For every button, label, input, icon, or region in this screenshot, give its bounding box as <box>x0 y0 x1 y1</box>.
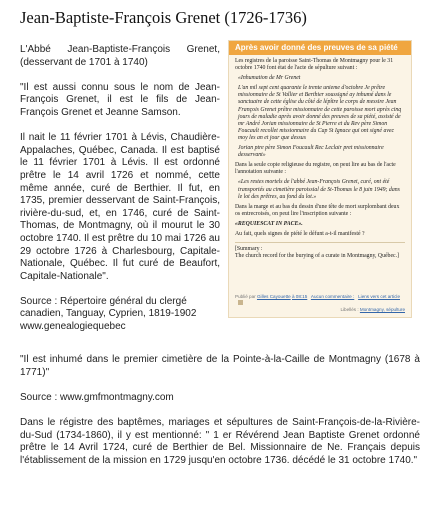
bio-parents: "Il est aussi connu sous le nom de Jean-François Grenet, il est le fils de Jean-François Grenet et Jeanne Samson. <box>20 81 220 118</box>
clipping-requiescat: «REQUIESCAT IN PACE». <box>235 220 303 227</box>
clipping-margin-intro: Dans la marge et au bas du dessin d'une tête de mort surplombant deux os entrecroisés, on peut lire l'inscription suivante : <box>235 203 400 217</box>
footer-comments-link: Aucun commentaire : <box>310 294 355 299</box>
clipping-annotation-quote: «Les restes mortels de l'abbé Jean-François Grenet, curé, ont été transportés au cimetière paroissial de St-Thomas le 8 juin 1949; dans le lot des prêtres, au fond du lot.» <box>238 179 400 200</box>
clipping-question: Au fait, quels signes de piété le défunt a-t-il manifesté ? <box>235 230 365 237</box>
bio-intro: L'Abbé Jean-Baptiste-François Grenet, (desservant de 1701 à 1740) <box>20 44 220 68</box>
footer-posted-by: Publié par <box>235 294 256 299</box>
clipping-footer <box>235 294 405 313</box>
footer-labels-label: Libellés : <box>340 307 359 312</box>
bio-career: Il nait le 11 février 1701 à Lévis, Chaudière-Appalaches, Québec, Canada. Il est baptisé le 11 février 1701 à Lévis. Il est ordonné prêtre le 14 avril 1726 et nommé, cette même année, curé de Berthier. Il fut, en 1735, premier desservant de Saint-François, rivière-du-sud, et, en 1746, curé de Saint-Thomas, de Montmagny, où il mourut le 30 octobre 1740. Il est prêtre du 10 mai 1726 au 29 octobre 1726 à Charlesbourg, Capitale-Nationale, Québec. Il fut curé de Beaufort, Capitale-Nationale". <box>20 132 220 282</box>
source-line-1: Source : Répertoire général du clergé <box>20 295 187 307</box>
page-title: Jean-Baptiste-François Grenet (1726-1736) <box>20 8 307 27</box>
burial-quote: "Il est inhumé dans le premier cimetière de la Pointe-à-la-Caille de Montmagny (1678 à 1771)" <box>20 354 420 378</box>
burial-source: Source : www.gmfmontmagny.com <box>20 391 174 403</box>
source-line-3: www.genealogiequebec <box>20 321 126 333</box>
summary-text: The church record for the burying of a curate in Montmagny, Québec.] <box>235 253 399 260</box>
clipping-quote-head: «Inhumation de Mr Grenet <box>238 75 301 82</box>
email-share-icon <box>238 300 243 305</box>
footer-time-link: à 08:15 <box>291 294 308 299</box>
biography-column <box>20 44 220 346</box>
clipping-signatures: Jorian ptre père Simon Foucault Rec Leclair pret missionnaire desservant» <box>238 145 384 159</box>
blog-clipping-image <box>228 40 412 318</box>
share-icons <box>237 300 243 307</box>
clipping-header: Après avoir donné des preuves de sa piété <box>229 41 411 55</box>
clipping-intro: Les registres de la paroisse Saint-Thomas de Montmagny pour le 31 octobre 1740 font état de l'acte de sépulture suivant : <box>235 58 394 72</box>
bio-source <box>20 296 220 334</box>
burial-section <box>20 354 420 480</box>
clipping-quote-body: L'an mil sept cent quarante le trente unieme d'octobre Je prêtre missionnaire de St Vallier et Berthier soussigné ay inhumé dans le sanctuaire de cette église du côté de lépître le corps de messire Jean François Grenet prêtre missionnaire de cette paroisse mort après cinq jours de maladie après avoir donné des preuves de sa piété, assisté de mr André Jorian missionnaire de St Pierre et du Rev père Simon Foucault recollet missionnaire du Cap St Ignace qui ont signé avec moy les an et jour que dessus <box>238 85 402 141</box>
clipping-body <box>229 55 411 263</box>
footer-links-link: Liens vers cet article <box>358 294 400 299</box>
register-excerpt: Dans le régistre des baptêmes, mariages et sépultures de Saint-François-de-la-Rivière-du-Sud (1734-1860), il y est mentionné: " 1 er Révérend Jean Baptiste Grenet ordonné prêtre le 14 Avril 1724, curé de Berthier de Bel. Missionnaire de Ne. Français depuis l'établissement de la mission en 1729 jusqu'en octobre 1736. décédé le 31 octobre 1740." <box>20 416 420 466</box>
clipping-annotation-intro: Dans la seule copie religieuse du registre, on peut lire au bas de l'acte l'annotation suivante : <box>235 162 396 176</box>
summary-label: [Summary : <box>235 246 263 253</box>
footer-labels-links: Montmagny, sépulture <box>359 307 405 312</box>
source-line-2: canadien, Tanguay, Cyprien, 1819-1902 <box>20 308 197 320</box>
clipping-summary <box>235 242 405 260</box>
footer-author-link: Gilles Cayouette <box>256 294 291 299</box>
